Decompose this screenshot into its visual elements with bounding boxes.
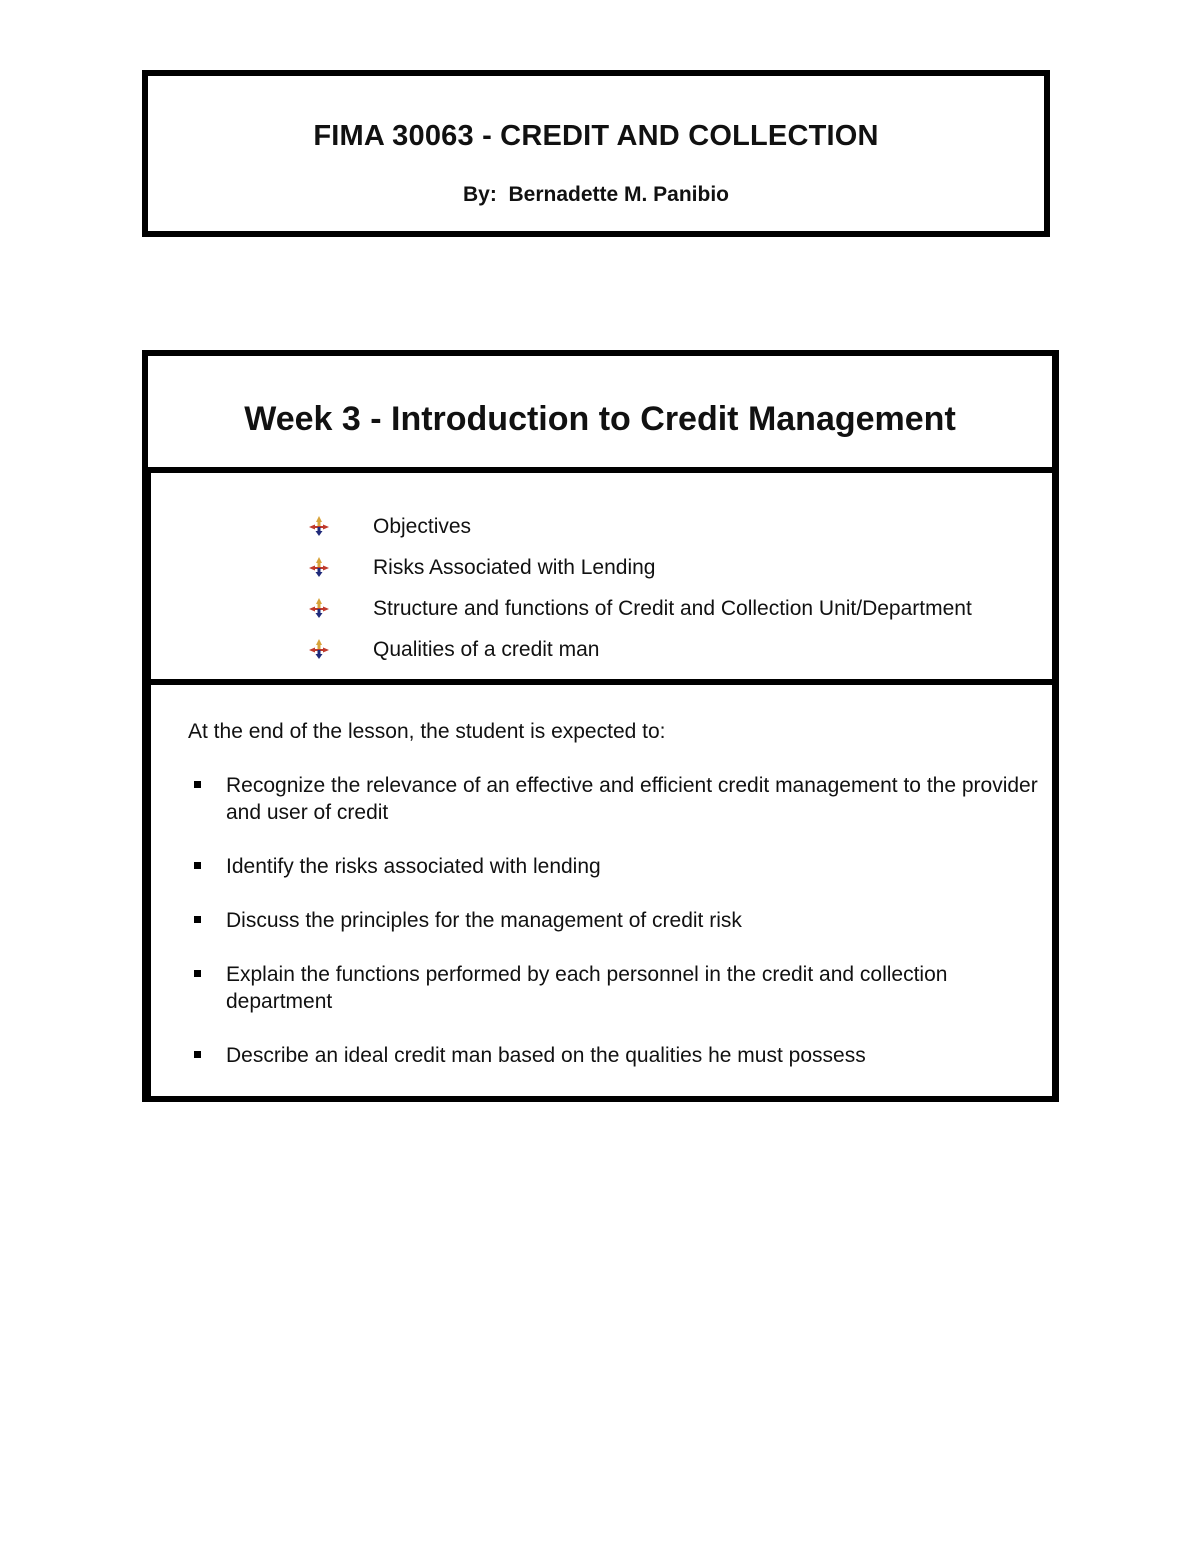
lesson-title-section	[148, 356, 1052, 473]
four-arrows-icon	[308, 556, 330, 578]
four-arrows-icon	[308, 638, 330, 660]
objective-item	[188, 961, 1048, 1015]
four-arrows-icon	[308, 597, 330, 619]
topic-label: Risks Associated with Lending	[373, 556, 656, 579]
topic-label: Structure and functions of Credit and Collection Unit/Department	[373, 597, 972, 620]
objective-item	[188, 772, 1048, 826]
lesson-box	[142, 350, 1059, 1102]
course-title: FIMA 30063 - CREDIT AND COLLECTION	[313, 120, 879, 152]
objectives-section	[148, 685, 1052, 1096]
objective-text: Identify the risks associated with lending	[226, 855, 601, 878]
square-bullet-icon	[194, 1051, 201, 1058]
square-bullet-icon	[194, 916, 201, 923]
topic-label: Objectives	[373, 515, 472, 538]
inner-border-line	[148, 685, 151, 1096]
objective-item	[188, 1042, 1048, 1069]
square-bullet-icon	[194, 970, 201, 977]
four-arrows-icon	[308, 515, 330, 537]
topic-label: Qualities of a credit man	[373, 638, 600, 661]
author-line: By: Bernadette M. Panibio	[462, 183, 730, 206]
week-title: Week 3 - Introduction to Credit Management	[244, 400, 956, 438]
inner-border-line	[148, 473, 151, 679]
objective-text: Discuss the principles for the management of credit risk	[226, 909, 742, 932]
objective-text: Recognize the relevance of an effective and efficient credit management to the provider and user of credit	[226, 774, 1038, 824]
objective-item	[188, 907, 1048, 934]
square-bullet-icon	[194, 781, 201, 788]
objectives-intro: At the end of the lesson, the student is expected to:	[188, 720, 666, 743]
objective-item	[188, 853, 1048, 880]
objective-list	[188, 772, 1048, 1096]
course-header-box	[142, 70, 1050, 237]
objective-text: Describe an ideal credit man based on the qualities he must possess	[226, 1044, 866, 1067]
topics-section	[148, 473, 1052, 685]
square-bullet-icon	[194, 862, 201, 869]
objective-text: Explain the functions performed by each personnel in the credit and collection department	[226, 963, 948, 1013]
